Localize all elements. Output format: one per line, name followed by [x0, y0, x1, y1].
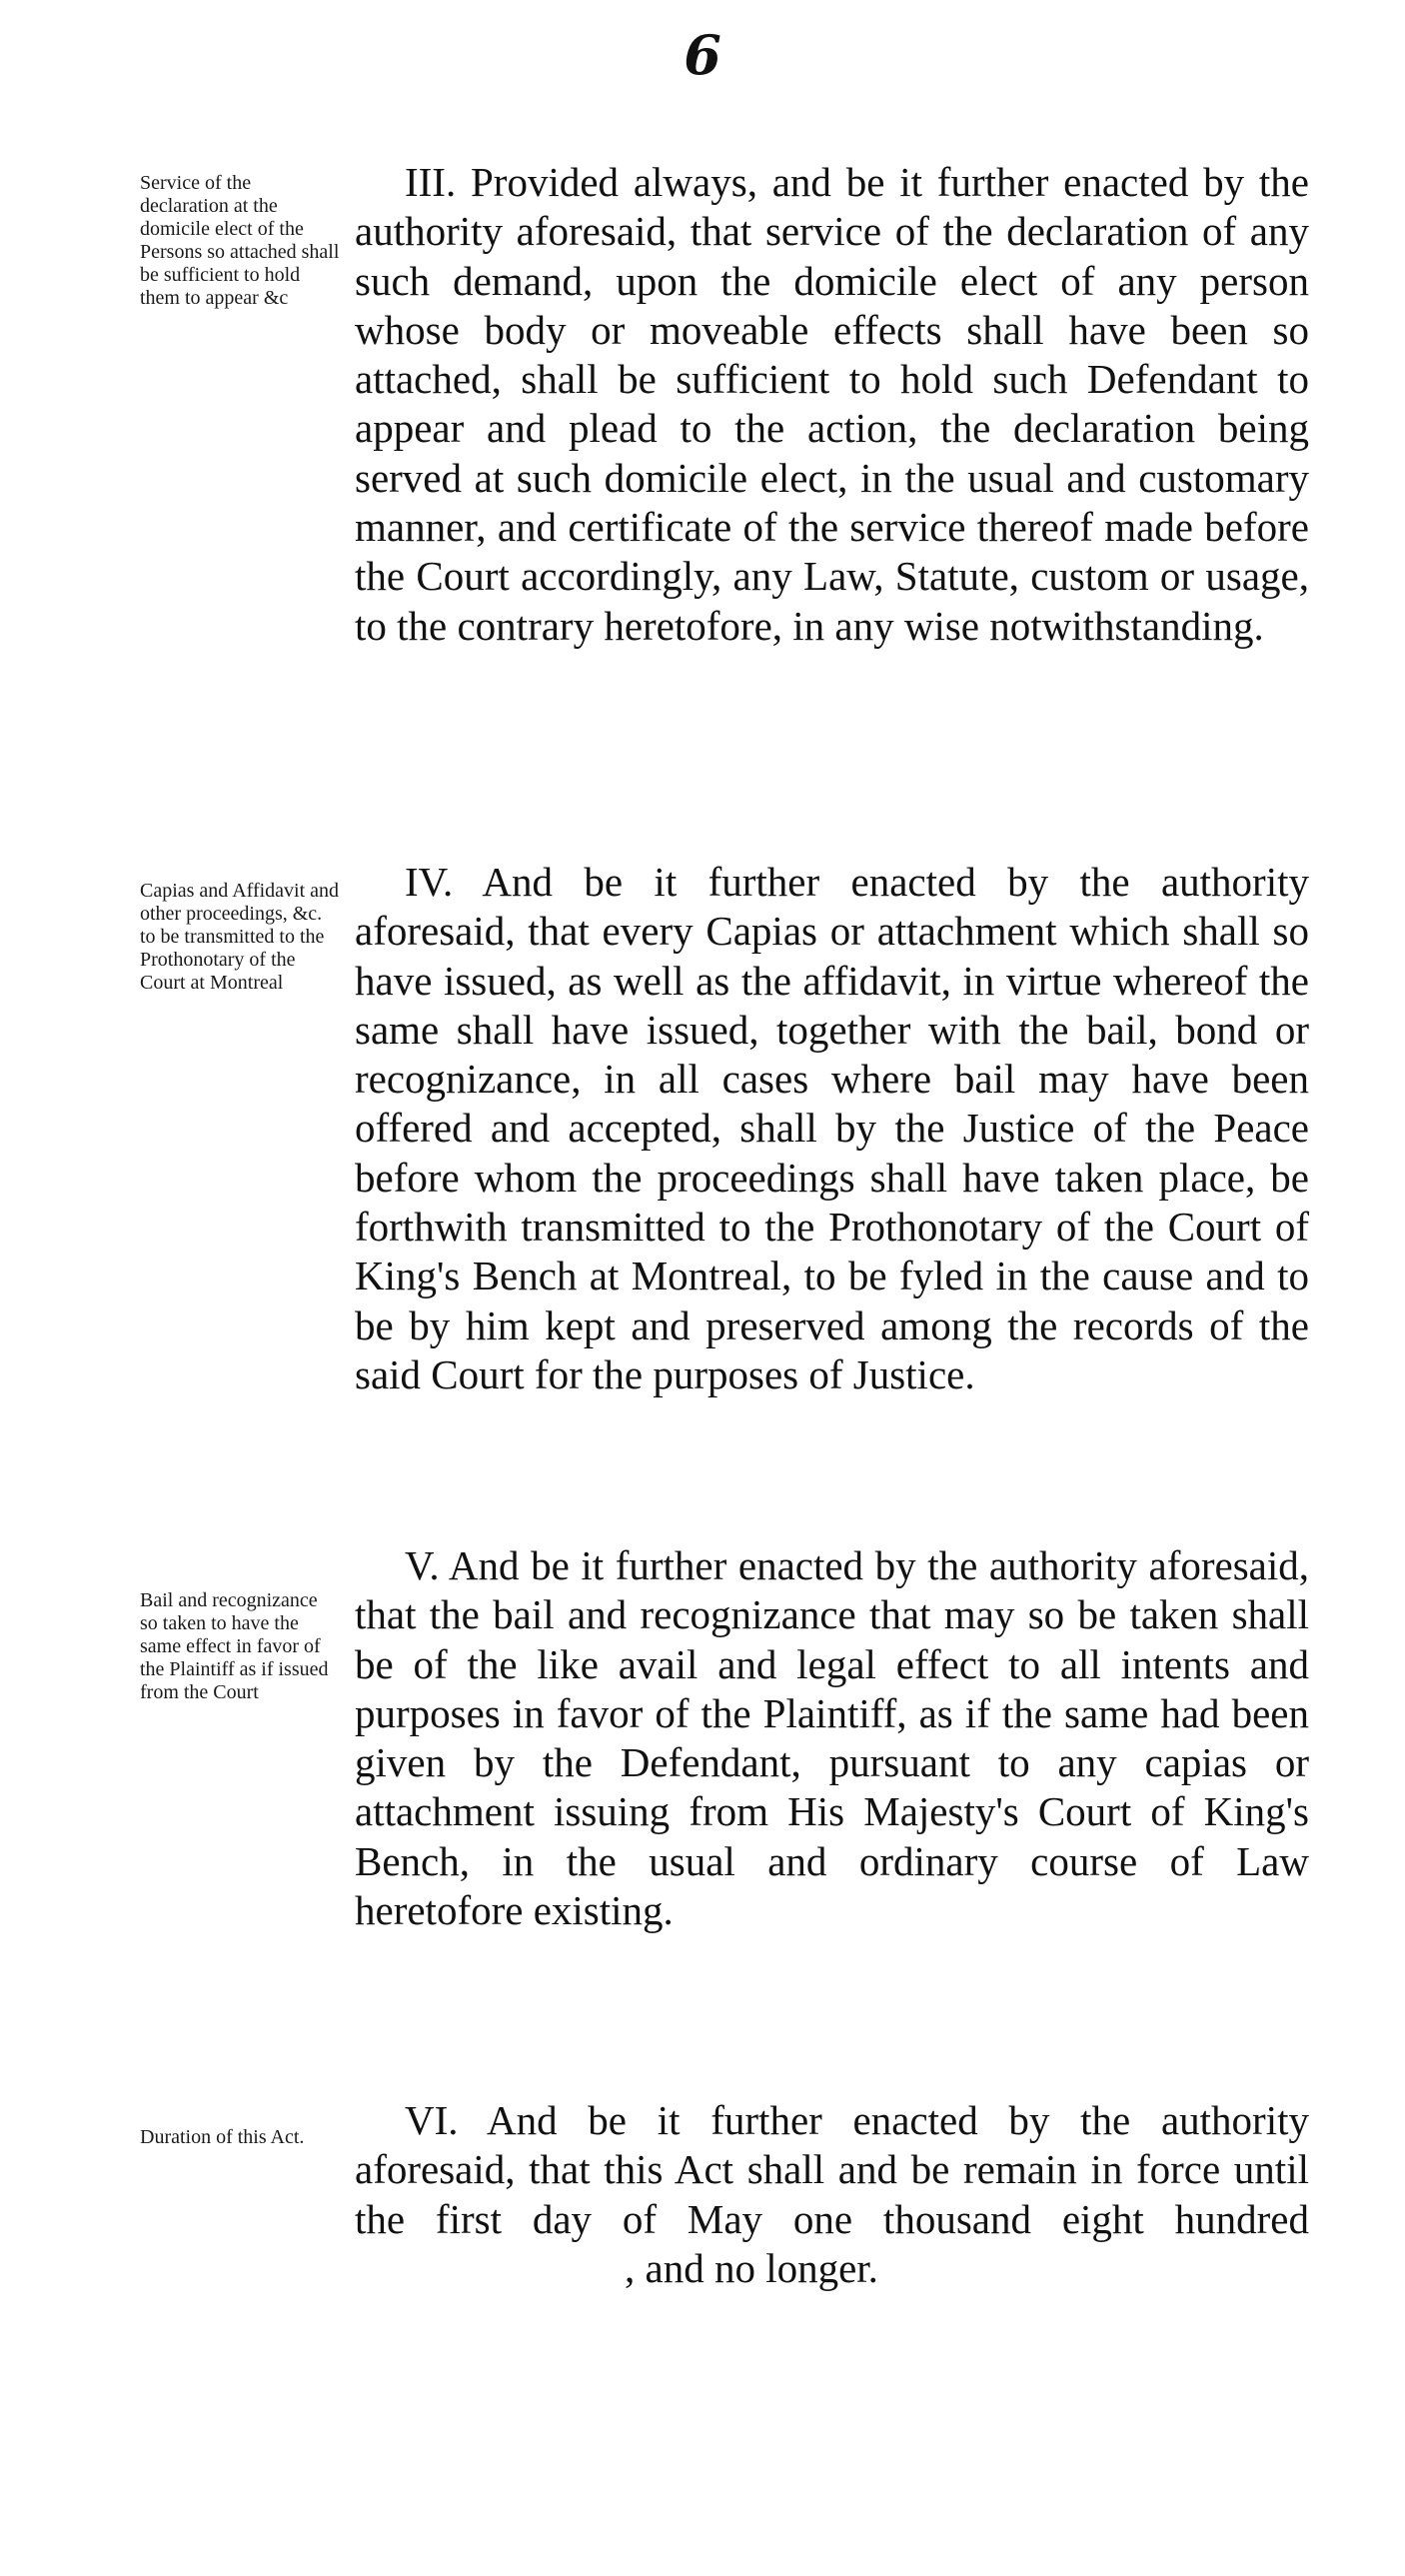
page-number: 6	[684, 23, 721, 87]
section-text	[355, 158, 1309, 651]
section-text	[355, 1541, 1309, 1935]
section-text-after-gap: , and no longer.	[625, 2244, 878, 2291]
section-text-before-gap: VI. And be it further enacted by the authority aforesaid, that this Act shall and be remain in force until the first day of May one thousand eight hundred	[355, 2097, 1309, 2242]
section-text-content: III. Provided always, and be it further enacted by the authority aforesaid, that service of the declaration of any such demand, upon the domicile elect of any person whose body or moveable effects shall have been so attached, shall be sufficient to hold such Defendant to appear and plead to the action, the declaration being served at such domicile elect, in the usual and customary manner, and certificate of the service thereof made before the Court accordingly, any Law, Statute, custom or usage, to the contrary heretofore, in any wise notwithstanding.	[355, 159, 1309, 649]
marginal-note: Capias and Affidavit and other proceedings, &c. to be transmitted to the Prothonotary of the Court at Montreal	[140, 880, 340, 994]
section-text	[355, 2096, 1309, 2293]
section-text	[355, 858, 1309, 1399]
marginal-note: Duration of this Act.	[140, 2126, 305, 2148]
section-text-content: IV. And be it further enacted by the authority aforesaid, that every Capias or attachment which shall so have issued, as well as the affidavit, in virtue whereof the same shall have issued, together with the bail, bond or recognizance, in all cases where bail may have been offered and accepted, shall by the Justice of the Peace before whom the proceedings shall have taken place, be forthwith transmitted to the Prothonotary of the Court of King's Bench at Montreal, to be fyled in the cause and to be by him kept and preserved among the records of the said Court for the purposes of Justice.	[355, 859, 1309, 1397]
section-text-content: V. And be it further enacted by the authority aforesaid, that the bail and recognizance that may so be taken shall be of the like avail and legal effect to all intents and purposes in favor of the Plaintiff, as if the same had been given by the Defendant, pursuant to any capias or attachment issuing from His Majesty's Court of King's Bench, in the usual and ordinary course of Law heretofore existing.	[355, 1542, 1309, 1934]
marginal-note: Bail and recognizance so taken to have the same effect in favor of the Plaintiff as if issued from the Court	[140, 1589, 329, 1703]
marginal-note: Service of the declaration at the domicile elect of the Persons so attached shall be sufficient to hold them to appear &c	[140, 172, 340, 309]
